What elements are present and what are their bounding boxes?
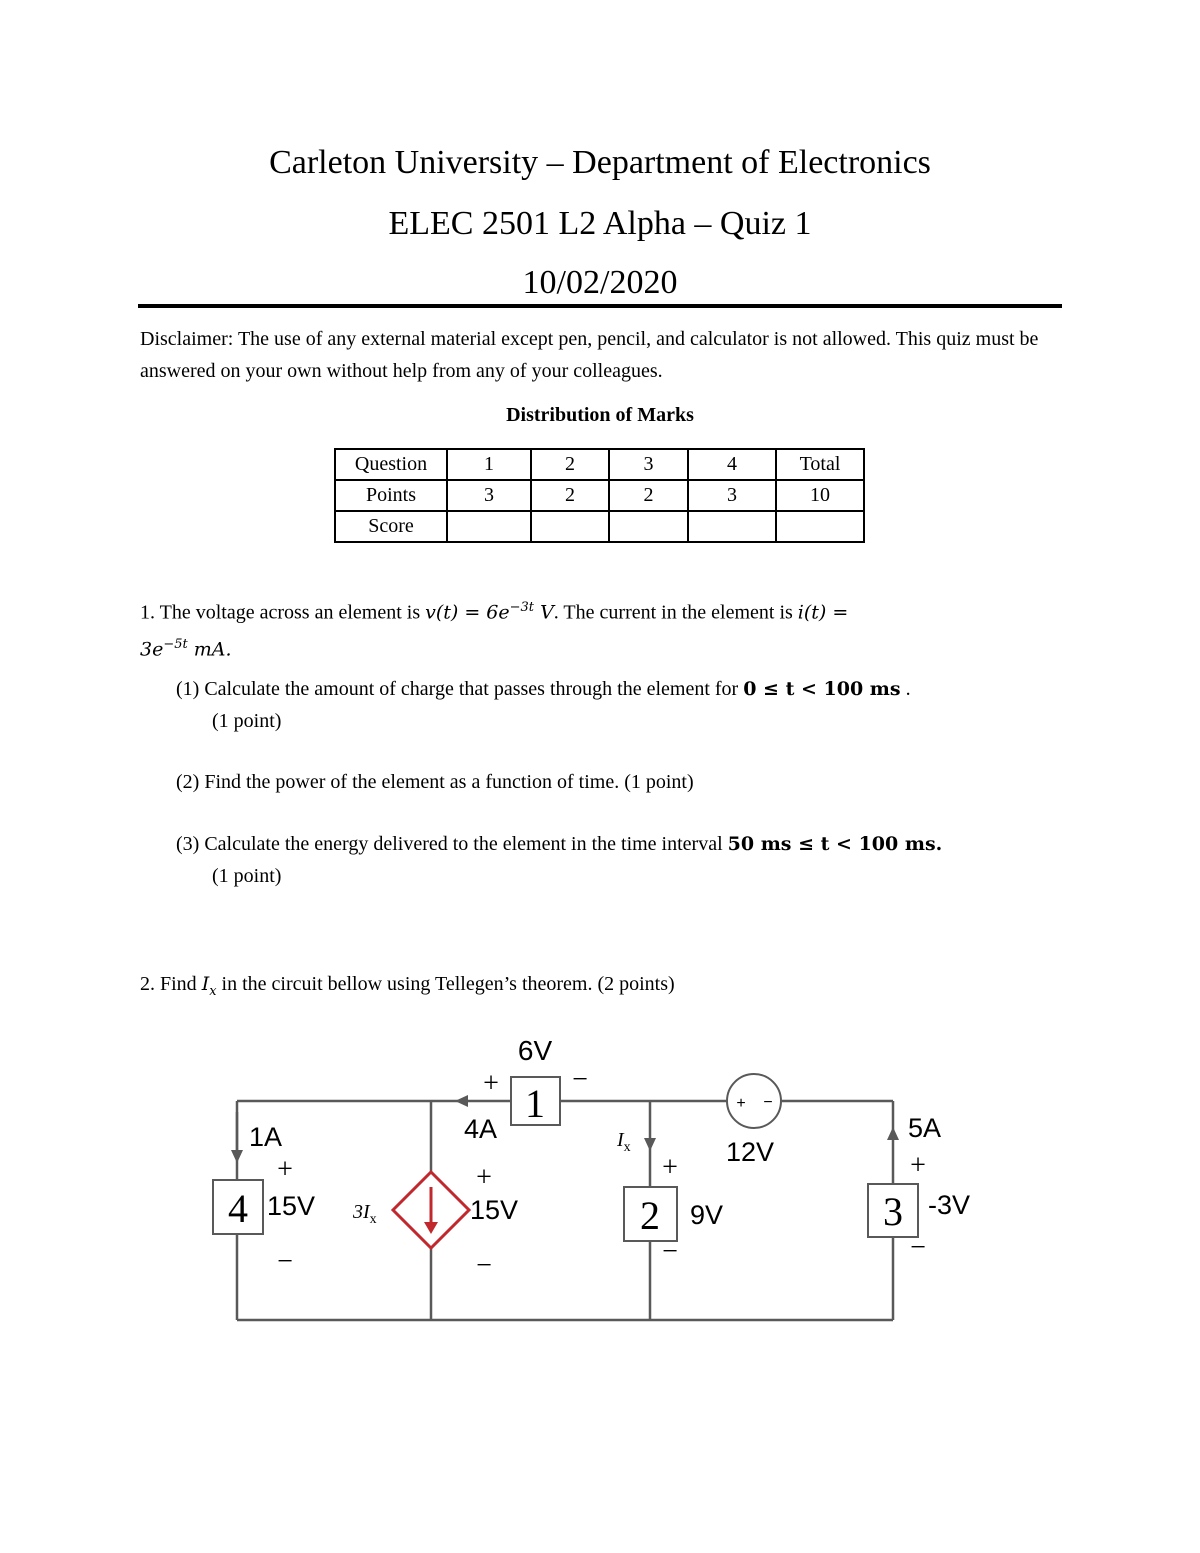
table-cell: Total (776, 449, 864, 480)
table-cell: 2 (531, 480, 609, 511)
voltage-source-value: 12V (726, 1137, 775, 1167)
q2-text-a: 2. Find (140, 973, 202, 995)
current-1A-label: 1A (249, 1122, 283, 1152)
header-line-2: ELEC 2501 L2 Alpha – Quiz 1 (388, 205, 812, 242)
header-line-1: Carleton University – Department of Electronics (269, 144, 931, 181)
element-1-label: 1 (525, 1081, 545, 1126)
table-cell (688, 511, 776, 542)
arrow-4A-head (455, 1095, 468, 1107)
table-row (335, 480, 864, 511)
table-cell: 3 (447, 480, 531, 511)
table-cell (531, 511, 609, 542)
table-cell: 3 (609, 449, 688, 480)
element-2-label: 2 (640, 1193, 660, 1238)
dependent-source-coef: 3I (353, 1201, 370, 1223)
arrow-5A-head (887, 1127, 899, 1140)
q2-var-sub: x (209, 984, 217, 999)
current-ix-label (616, 1129, 631, 1155)
dependent-source-voltage: 15V (470, 1195, 519, 1225)
q1-current-expr: i(t) = (797, 601, 849, 624)
dependent-source-sub: x (369, 1212, 377, 1227)
element-2-minus: − (662, 1236, 678, 1267)
q1-voltage-expr: v(t) = 6e (425, 601, 510, 624)
table-cell (776, 511, 864, 542)
table-cell: 2 (531, 449, 609, 480)
dependent-source-label (352, 1201, 377, 1227)
q1-part-1-text: (1) Calculate the amount of charge that passes through the element for (176, 678, 744, 700)
table-cell: Question (335, 449, 447, 480)
q2-statement (140, 968, 1065, 1008)
element-3-voltage: -3V (928, 1190, 971, 1220)
table-row (335, 449, 864, 480)
voltage-source-plus: + (736, 1095, 746, 1112)
current-ix-sub: x (623, 1140, 631, 1155)
current-4A-label: 4A (464, 1114, 498, 1144)
table-cell (609, 511, 688, 542)
table-cell: 4 (688, 449, 776, 480)
element-3-minus: − (910, 1232, 926, 1263)
q1-intro-a: 1. The voltage across an element is (140, 601, 426, 624)
element-1-voltage: 6V (517, 1035, 553, 1066)
element-1-minus: − (572, 1064, 588, 1095)
voltage-source-minus: − (763, 1094, 773, 1111)
element-1-plus: + (483, 1068, 499, 1099)
marks-table (334, 448, 865, 543)
table-cell: 10 (776, 480, 864, 511)
element-4-minus: − (277, 1246, 293, 1277)
circuit-diagram (0, 1020, 1200, 1350)
element-4-voltage: 15V (267, 1191, 316, 1221)
disclaimer: Disclaimer: The use of any external material except pen, pencil, and calculator is not allowed. This quiz must be answered on your own without help from any of your colleagues. (140, 328, 1039, 382)
arrow-ix-head (644, 1138, 656, 1151)
q1-part-3-text: (3) Calculate the energy delivered to the element in the time interval (176, 833, 728, 855)
table-cell (447, 511, 531, 542)
q1-voltage-unit: V (534, 601, 554, 624)
q1-part-3-points: (1 point) (212, 865, 282, 887)
q1-current-line2: 3e (140, 638, 164, 661)
dependent-source-minus: − (476, 1250, 492, 1281)
q2-var: I (201, 973, 210, 995)
dependent-source-plus: + (476, 1162, 492, 1193)
q2-text-b: in the circuit bellow using Tellegen’s theorem. (2 points) (216, 973, 675, 995)
element-2-plus: + (662, 1152, 678, 1183)
q1-voltage-exponent: −3t (509, 600, 535, 615)
q1-part-1-tail: . (900, 678, 911, 700)
q1-part-1-math: 0 ≤ t < 100 ms (743, 678, 901, 700)
current-ix-var: I (617, 1129, 624, 1151)
q1-intro-b: . The current in the element is (553, 601, 798, 624)
q1-part-1-points: (1 point) (212, 710, 282, 732)
table-cell: Score (335, 511, 447, 542)
header-divider (138, 304, 1062, 308)
table-row (335, 511, 864, 542)
header-date: 10/02/2020 (522, 264, 678, 301)
element-2-voltage: 9V (690, 1200, 724, 1230)
table-cell: 2 (609, 480, 688, 511)
q1-part-3 (176, 828, 1066, 892)
q1-part-2: (2) Find the power of the element as a function of time. (1 point) (176, 771, 694, 793)
element-4-label: 4 (228, 1186, 248, 1231)
element-4-plus: + (277, 1154, 293, 1185)
q1-part-3-math: 50 ms ≤ t < 100 ms. (727, 833, 943, 855)
voltage-source-circle (727, 1074, 781, 1128)
element-3-plus: + (910, 1150, 926, 1181)
table-cell: 1 (447, 449, 531, 480)
element-3-label: 3 (883, 1189, 903, 1234)
table-cell: Points (335, 480, 447, 511)
current-5A-label: 5A (908, 1113, 942, 1143)
table-cell: 3 (688, 480, 776, 511)
marks-title: Distribution of Marks (506, 404, 694, 426)
arrow-1A-head (231, 1150, 243, 1163)
q1-statement (140, 592, 1065, 665)
q1-part-1 (176, 673, 1066, 737)
q1-current-unit: mA. (187, 638, 232, 661)
q1-current-exponent: −5t (163, 636, 188, 652)
